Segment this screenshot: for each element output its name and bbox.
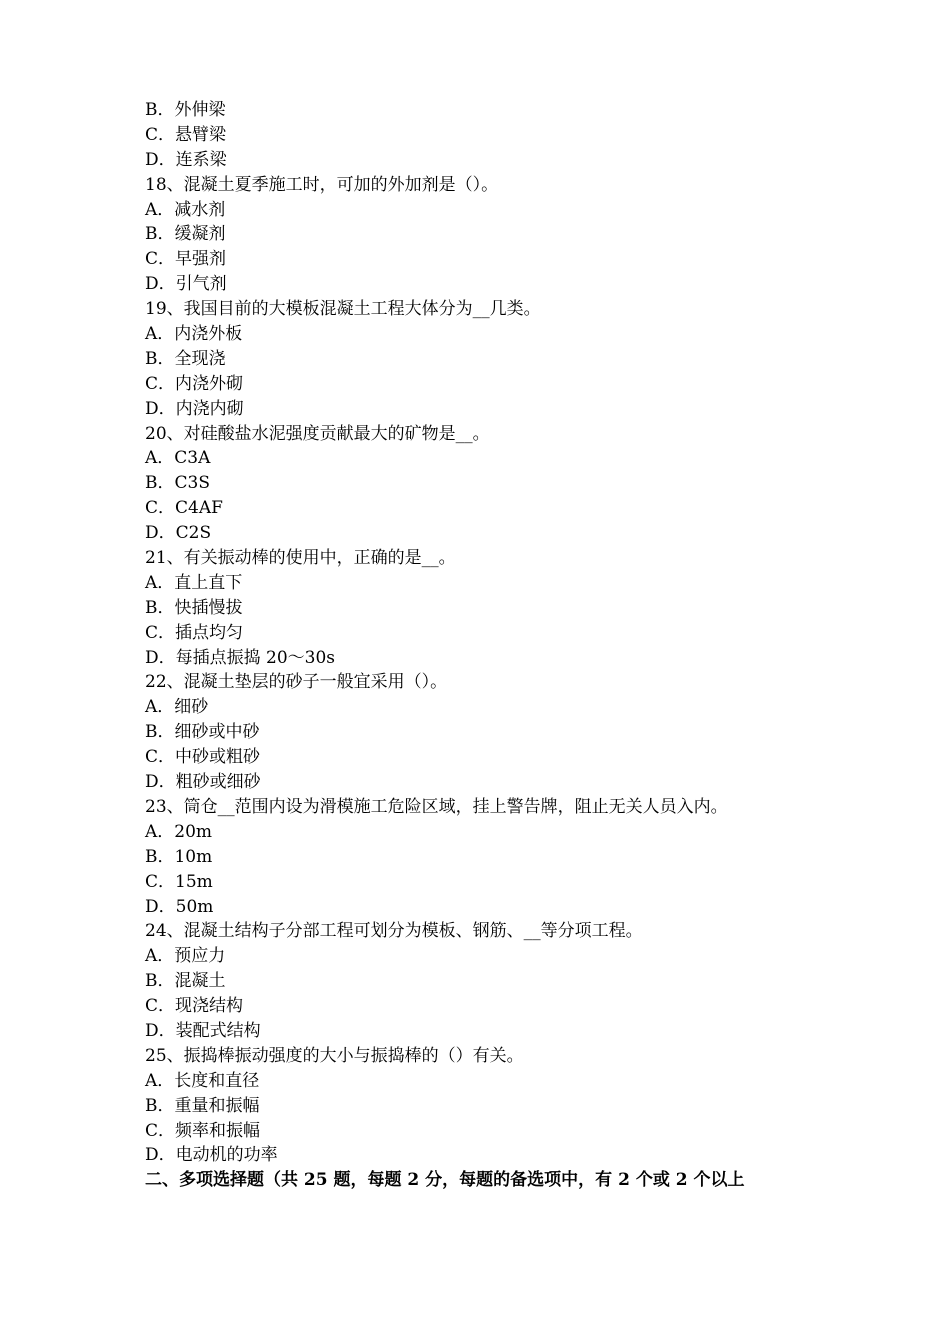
question-21: 21、有关振动棒的使用中，正确的是__。: [145, 548, 456, 569]
option-line: D．粗砂或细砂: [145, 772, 261, 793]
option-line: A．预应力: [145, 946, 226, 967]
option-line: C．中砂或粗砂: [145, 747, 261, 768]
option-line: A．减水剂: [145, 199, 226, 220]
option-line: C．悬臂梁: [145, 124, 227, 145]
option-line: D．电动机的功率: [145, 1145, 278, 1166]
question-20: 20、对硅酸盐水泥强度贡献最大的矿物是__。: [145, 423, 490, 444]
document-body: [145, 98, 845, 1193]
option-line: D．每插点振捣 20～30s: [145, 647, 336, 668]
option-line: D．连系梁: [145, 149, 227, 170]
option-line: A．C3A: [145, 448, 211, 469]
option-line: B．全现浇: [145, 348, 226, 369]
option-line: B．10m: [145, 846, 213, 867]
option-line: C．内浇外砌: [145, 373, 244, 394]
option-line: D．装配式结构: [145, 1020, 261, 1041]
option-line: B．细砂或中砂: [145, 722, 260, 743]
option-line: D．引气剂: [145, 274, 227, 295]
question-23: 23、筒仓__范围内设为滑模施工危险区域，挂上警告牌，阻止无关人员入内。: [145, 796, 728, 817]
option-line: D．内浇内砌: [145, 398, 244, 419]
option-line: C．早强剂: [145, 249, 227, 270]
option-line: B．重量和振幅: [145, 1095, 260, 1116]
option-line: A．内浇外板: [145, 324, 243, 345]
option-line: D．50m: [145, 896, 214, 917]
question-25: 25、振捣棒振动强度的大小与振捣棒的（）有关。: [145, 1045, 524, 1066]
option-line: A．直上直下: [145, 572, 243, 593]
option-line: B．缓凝剂: [145, 224, 226, 245]
option-line: B．C3S: [145, 473, 210, 494]
option-line: B．外伸梁: [145, 100, 226, 120]
option-line: B．快插慢拔: [145, 597, 243, 618]
option-line: C．15m: [145, 871, 213, 892]
option-line: C．频率和振幅: [145, 1120, 261, 1141]
option-line: A．细砂: [145, 697, 209, 718]
option-line: C．现浇结构: [145, 996, 244, 1017]
option-line: C．C4AF: [145, 498, 223, 519]
question-22: 22、混凝土垫层的砂子一般宜采用（）。: [145, 672, 448, 693]
question-19: 19、我国目前的大模板混凝土工程大体分为__几类。: [145, 299, 541, 320]
option-line: B．混凝土: [145, 971, 226, 992]
question-18: 18、混凝土夏季施工时，可加的外加剂是（）。: [145, 174, 499, 195]
option-line: A．长度和直径: [145, 1070, 260, 1091]
option-line: A．20m: [145, 821, 213, 842]
option-line: C．插点均匀: [145, 622, 244, 643]
question-24: 24、混凝土结构子分部工程可划分为模板、钢筋、__等分项工程。: [145, 921, 643, 942]
section-heading: 二、多项选择题（共 25 题，每题 2 分，每题的备选项中，有 2 个或 2 个以上: [145, 1170, 745, 1191]
option-line: D．C2S: [145, 523, 212, 544]
